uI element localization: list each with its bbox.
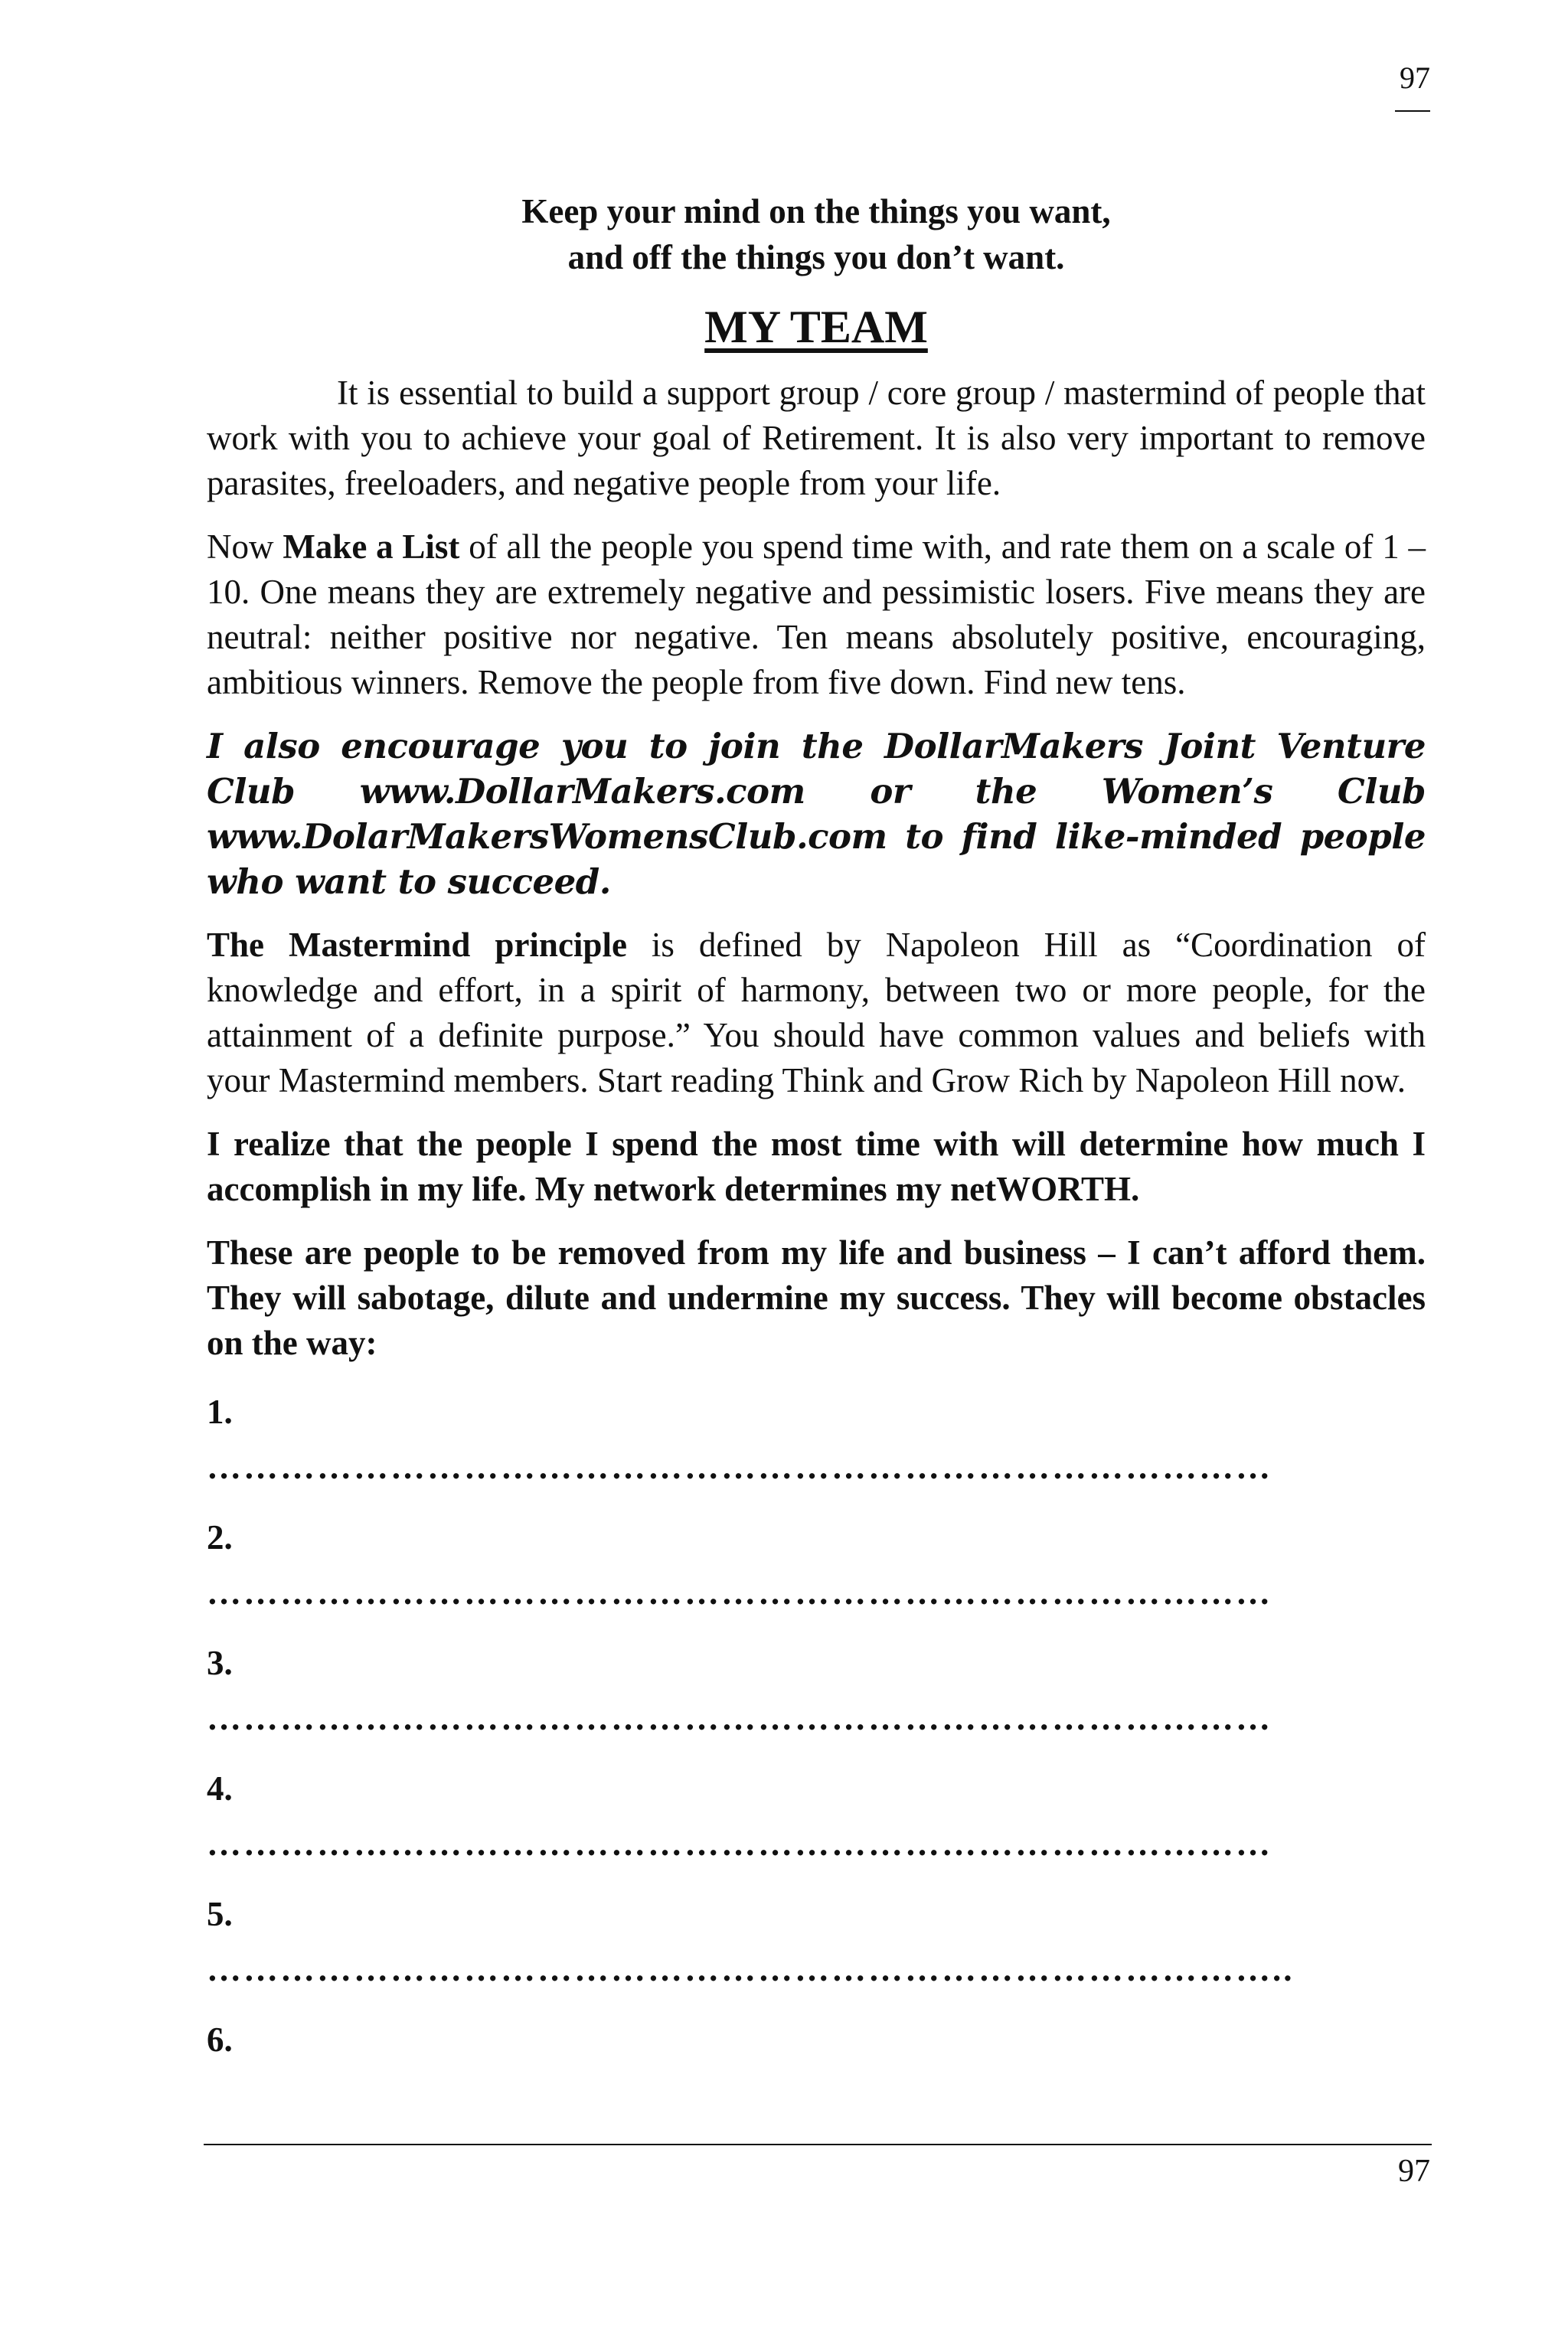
page-content [207,188,1426,2064]
page-number-top-text: 97 [1400,60,1430,95]
motto-line-1: Keep your mind on the things you want, [521,192,1111,230]
paragraph-support-group: It is essential to build a support group / core group / mastermind of people that work with you to achieve your goal of Retirement. It is also very important to remove parasites, freeloaders, and negative people from your life. [207,374,1426,502]
list-item-number: 1. [207,1393,233,1431]
paragraph-removal-intro: These are people to be removed from my life and business – I can’t afford them. They will sabotage, dilute and undermine my success. They will become obstacles on the way: [207,1233,1426,1362]
page-number-bottom: 97 [1398,2154,1430,2189]
page-number-underline [1395,110,1430,112]
paragraph-make-list-rest: of all the people you spend time with, and rate them on a scale of 1 – 10. One means they are extremely negative and pessimistic losers. Five means they are neutral: neither positive nor negative. Ten means absolutely positive, encouraging, ambitious winners. Remove the people from five down. Find new tens. [207,528,1426,701]
mastermind-keyword: The Mastermind principle [207,926,627,964]
removal-list [207,1389,1426,2064]
paragraph-club-invitation: I also encourage you to join the DollarMakers Joint Venture Club www.DollarMakers.com or the Women’s Club www.DolarMakersWomensClub.com to find like-minded people who want to succeed. [207,726,1426,902]
motto-line-2: and off the things you don’t want. [567,238,1065,276]
list-item-fill-line[interactable]: …………………………………………………………………………… [207,1699,1272,1737]
list-item-fill-line[interactable]: …………………………………………………………………………… [207,1573,1272,1612]
list-item-number: 2. [207,1518,233,1557]
paragraph-network: I realize that the people I spend the most time with will determine how much I accomplish in my life. My network determines my netWORTH. [207,1125,1426,1208]
paragraph-make-list-prefix: Now [207,528,283,566]
list-item-number: 5. [207,1895,233,1933]
list-item-number: 4. [207,1769,233,1808]
list-item-fill-line[interactable]: …………………………………………………………………………… [207,1448,1272,1486]
list-item-fill-line[interactable]: …………………………………………………………………………… [207,1824,1272,1863]
section-title: MY TEAM [704,302,928,352]
list-item-number: 6. [207,2020,233,2059]
list-item-number: 3. [207,1644,233,1682]
footer-rule [204,2144,1432,2145]
page-number-top [1395,60,1430,112]
make-a-list-keyword: Make a List [283,528,460,566]
list-item-fill-line[interactable]: …………………………………………………………………………….. [207,1950,1295,1988]
paragraph-mastermind-rest: is defined by Napoleon Hill as “Coordination of knowledge and effort, in a spirit of harmony, between two or more people, for the attainment of a definite purpose.” You should have common values and beliefs with your Mastermind members. Start reading Think and Grow Rich by Napoleon Hill now. [207,926,1426,1099]
paragraph-mastermind [207,923,1426,1103]
paragraph-make-list [207,524,1426,705]
